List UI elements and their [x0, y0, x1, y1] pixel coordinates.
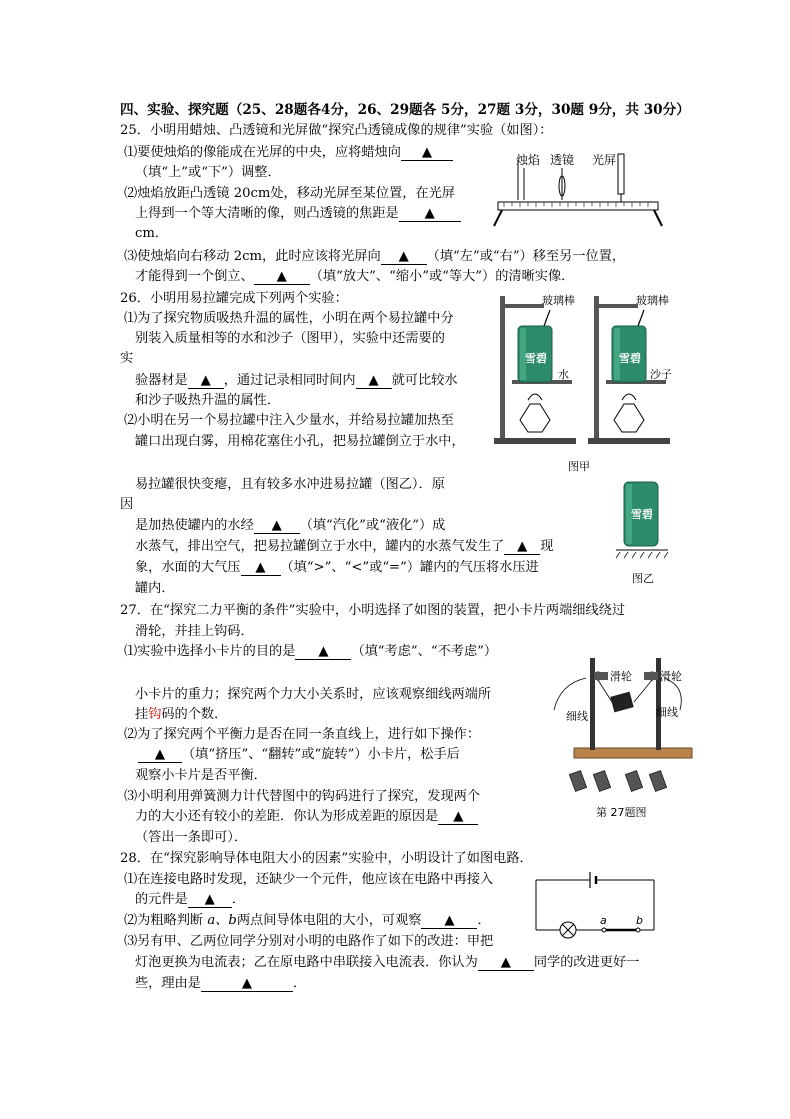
- answer-blank[interactable]: ▲: [138, 748, 182, 763]
- sand-label: 沙子: [650, 368, 672, 381]
- q28-part1-line1: ⑴在连接电路时发现，还缺少一个元件，他应该在电路中再接入: [124, 872, 494, 887]
- point-b-label: b: [636, 914, 643, 927]
- q25-part1-line2: （填“上”或“下”）调整．: [135, 165, 281, 180]
- answer-blank[interactable]: ▲: [188, 893, 232, 908]
- point-a-label: a: [600, 914, 607, 927]
- answer-blank[interactable]: ▲: [254, 270, 310, 285]
- pulley-label-1: 滑轮: [610, 670, 632, 683]
- candle-label: 烛焰: [516, 153, 541, 167]
- optical-bench-figure: [492, 146, 672, 236]
- q25-stem: 25．小明用蜡烛、凸透镜和光屏做“探究凸透镜成像的规律”实验（如图）：: [120, 123, 553, 138]
- q25-part2-line1: ⑵烛焰放距凸透镜 20cm处，移动光屏至某位置，在光屏: [124, 186, 455, 201]
- answer-blank[interactable]: ▲: [399, 207, 461, 222]
- answer-blank[interactable]: ▲: [381, 250, 427, 265]
- q26-stem: 26．小明用易拉罐完成下列两个实验：: [120, 291, 348, 306]
- q26-part2-line6: 水蒸气，排出空气，把易拉罐倒立于水中，罐内的水蒸气发生了 ▲ 现: [135, 539, 554, 554]
- q28-part3-line2: 灯泡更换为电流表；乙在原电路中串联接入电流表．你认为 ▲ 同学的改进更好一: [135, 955, 640, 970]
- q27-stem-line1: 27．在“探究二力平衡的条件”实验中，小明选择了如图的装置，把小卡片两端细线绕过: [120, 603, 626, 618]
- q25-part1-line1: ⑴要使烛焰的像能成在光屏的中央，应将蜡烛向 ▲: [124, 144, 453, 162]
- section-title: 四、实验、探究题（25、28题各4分，26、29题各 5分，27题 3分，30题 9分，共 30分）: [120, 102, 690, 118]
- figure-yi-caption: 图乙: [632, 572, 654, 585]
- q25-part3-line1: ⑶使烛焰向右移动 2cm，此时应该将光屏向 ▲ （填“左”或“右”）移至另一位置，: [124, 249, 626, 264]
- answer-blank[interactable]: ▲: [295, 645, 351, 660]
- q27-part2-line1: ⑵为了探究两个平衡力是否在同一条直线上，进行如下操作：: [124, 727, 481, 742]
- figure-yi: [614, 478, 670, 588]
- pulley-label-2: 滑轮: [660, 670, 682, 683]
- figure-27-caption: 第 27题图: [596, 806, 647, 819]
- q27-part1-line2: 小卡片的重力；探究两个力大小关系时，应该观察细线两端所: [135, 687, 492, 702]
- q26-part2-line5: 是加热使罐内的水经 ▲ （填“汽化”或“液化”）成: [135, 518, 446, 533]
- q26-part2-line3: 易拉罐很快变瘪，且有较多水冲进易拉罐（图乙）．原: [135, 477, 445, 492]
- q26-part2-line7: 象，水面的大气压 ▲ （填“>”、“<”或“=”）罐内的气压将水压进: [135, 560, 539, 575]
- figure-jia: [492, 292, 682, 477]
- lens-label: 透镜: [550, 153, 575, 167]
- answer-blank[interactable]: ▲: [241, 561, 281, 576]
- q26-part1-line1: ⑴为了探究物质吸热升温的属性，小明在两个易拉罐中分: [124, 311, 454, 326]
- q26-part1-line5: 和沙子吸热升温的属性．: [135, 393, 281, 408]
- q25-part2-line2: 上得到一个等大清晰的像，则凸透镜的焦距是 ▲: [135, 205, 461, 223]
- can-brand-1: 雪碧: [525, 352, 547, 365]
- answer-blank[interactable]: ▲: [188, 374, 224, 389]
- q25-part3-line2: 才能得到一个倒立、 ▲ （填“放大”、“缩小”或“等大”）的清晰实像．: [135, 269, 575, 284]
- can-brand-2: 雪碧: [619, 352, 641, 365]
- q28-stem: 28．在“探究影响导体电阻大小的因素”实验中，小明设计了如图电路．: [120, 851, 533, 866]
- q26-part2-line1: ⑵小明在另一个易拉罐中注入少量水，并给易拉罐加热至: [124, 413, 454, 428]
- water-label: 水: [558, 368, 569, 381]
- answer-blank[interactable]: ▲: [438, 810, 478, 825]
- q27-part2-line3: 观察小卡片是否平衡．: [135, 768, 267, 783]
- answer-blank[interactable]: ▲: [421, 914, 477, 929]
- q27-part3-line2: 力的大小还有较小的差距．你认为形成差距的原因是 ▲: [135, 808, 478, 826]
- circuit-figure: [530, 870, 664, 944]
- figure-jia-caption: 图甲: [568, 460, 590, 473]
- q28-part3-line3: 些，理由是 ▲ ．: [135, 976, 307, 991]
- answer-blank[interactable]: ▲: [504, 540, 540, 555]
- figure-27: [546, 650, 696, 822]
- q26-part2-line4: 因: [120, 497, 134, 512]
- rod-label-1: 玻璃棒: [542, 294, 575, 307]
- answer-blank[interactable]: ▲: [254, 519, 300, 534]
- thread-label-2: 细线: [656, 706, 678, 719]
- q28-part1-line2: 的元件是 ▲ ．: [135, 892, 245, 907]
- q27-part3-line3: （答出一条即可）．: [135, 830, 248, 845]
- rod-label-2: 玻璃棒: [636, 294, 669, 307]
- answer-blank[interactable]: ▲: [356, 374, 392, 389]
- q26-part2-line8: 罐内．: [135, 581, 175, 596]
- q26-part1-line2: 别装入质量相等的水和沙子（图甲），实验中还需要的: [135, 331, 445, 346]
- thread-label-1: 细线: [566, 710, 588, 723]
- q27-stem-line2: 滑轮，并挂上钩码．: [135, 624, 254, 639]
- q26-part1-line3: 实: [120, 351, 134, 366]
- q26-part1-line4: 验器材是 ▲ ，通过记录相同时间内 ▲ 就可比较水: [135, 373, 458, 388]
- answer-blank[interactable]: ▲: [401, 146, 453, 161]
- q27-part1-line1: ⑴实验中选择小卡片的目的是 ▲ （填“考虑”、“不考虑”）: [124, 644, 498, 659]
- q27-part1-line3: 挂钩码的个数．: [135, 707, 228, 722]
- can-brand-yi: 雪碧: [631, 508, 653, 521]
- answer-blank[interactable]: ▲: [478, 956, 534, 971]
- q25-part2-line3: cm．: [135, 226, 169, 241]
- screen-label: 光屏: [592, 153, 617, 167]
- q27-part2-line2: ▲ （填“挤压”、“翻转”或“旋转”）小卡片，松手后: [138, 746, 460, 764]
- q28-part3-line1: ⑶另有甲、乙两位同学分别对小明的电路作了如下的改进：甲把: [124, 934, 494, 949]
- q27-part3-line1: ⑶小明利用弹簧测力计代替图中的钩码进行了探究，发现两个: [124, 789, 481, 804]
- q26-part2-line2: 罐口出现白雾，用棉花塞住小孔，把易拉罐倒立于水中，: [135, 434, 465, 449]
- q28-part2-line1: ⑵为粗略判断 a、b两点间导体电阻的大小，可观察 ▲ ．: [124, 913, 491, 928]
- answer-blank[interactable]: ▲: [201, 977, 293, 992]
